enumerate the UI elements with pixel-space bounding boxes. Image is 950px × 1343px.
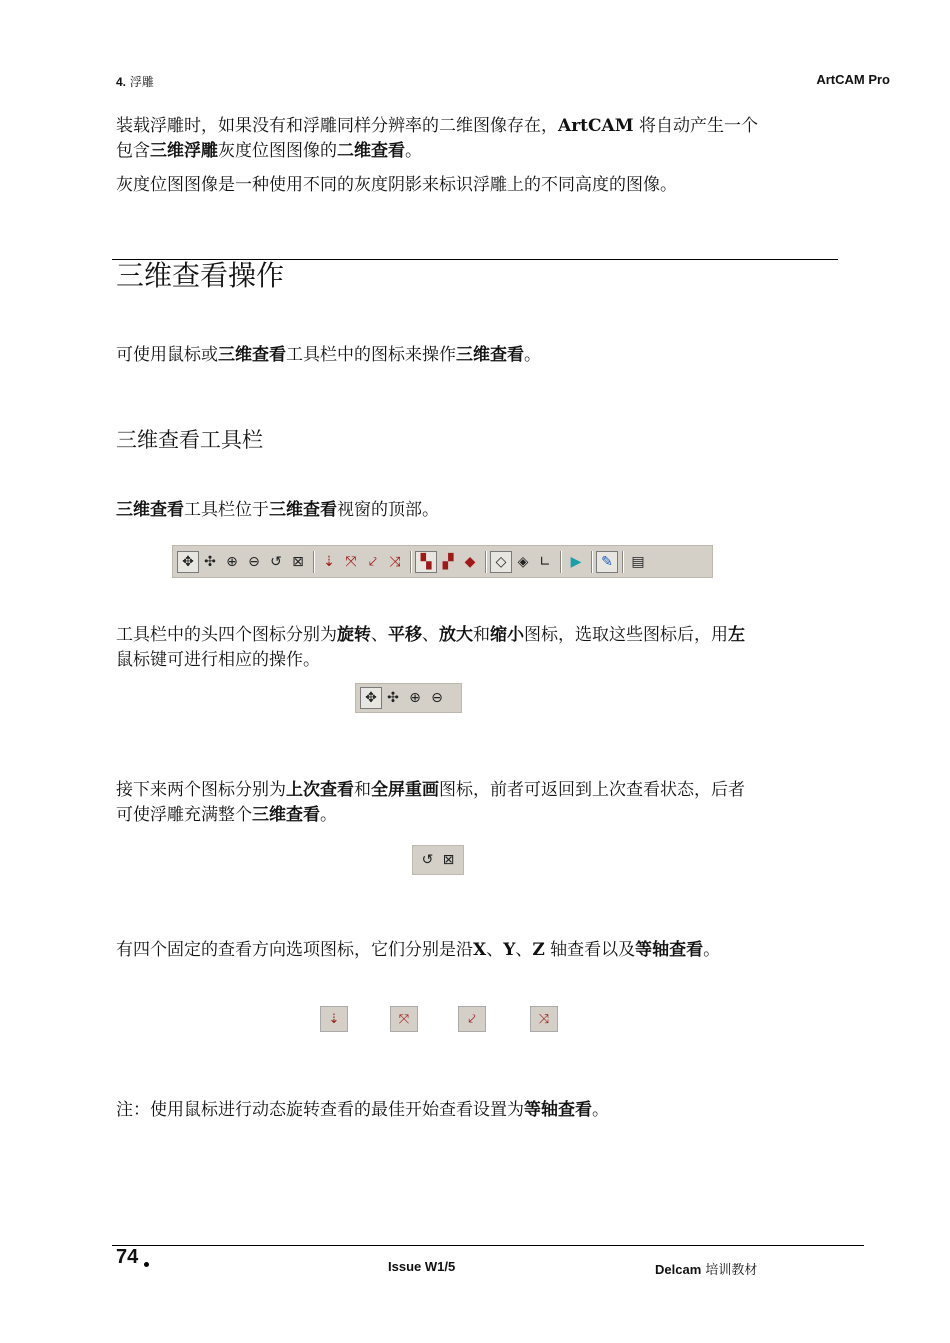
section-paragraph <box>116 343 836 368</box>
axis-y-label: Y <box>503 940 516 960</box>
text: 。 <box>703 940 721 960</box>
text: 、 <box>515 940 533 960</box>
rotate-icon[interactable]: ✥ <box>360 687 382 709</box>
settings-icon[interactable]: ▤ <box>631 553 645 570</box>
term: 全屏重画 <box>371 780 439 800</box>
term: 等轴查看 <box>524 1100 592 1120</box>
toolbar-separator <box>560 551 561 573</box>
shade-icon-2[interactable]: ▞ <box>442 553 454 570</box>
view-redraw-toolbar <box>412 845 464 875</box>
bullet-dot <box>144 1262 149 1267</box>
axis-icon[interactable]: ∟ <box>539 553 551 570</box>
isometric-view-icon[interactable]: ⤨ <box>530 1006 558 1032</box>
full-screen-icon[interactable]: ⊠ <box>442 852 455 868</box>
term: 三维查看 <box>218 345 286 365</box>
term: 旋转 <box>337 625 371 645</box>
text: 和 <box>354 780 371 800</box>
axis-x-label: X <box>473 940 487 960</box>
text: 可使浮雕充满整个 <box>116 805 252 825</box>
text: 和 <box>473 625 490 645</box>
intro-paragraph-1 <box>116 114 836 164</box>
text: 轴查看以及 <box>544 940 636 960</box>
footer-brand <box>655 1259 757 1278</box>
chapter-number: 4. <box>116 75 127 89</box>
rotate-pan-zoom-toolbar <box>355 683 462 713</box>
text: 鼠标键可进行相应的操作。 <box>116 650 320 670</box>
zoom-out-icon[interactable]: ⊖ <box>431 690 443 706</box>
view-paragraph <box>116 778 836 828</box>
term: 上次查看 <box>286 780 354 800</box>
full-screen-icon[interactable]: ⊠ <box>292 553 304 570</box>
text: 。 <box>592 1100 609 1120</box>
previous-view-icon[interactable]: ↺ <box>270 553 282 570</box>
pan-icon[interactable]: ✣ <box>387 690 399 706</box>
text: 灰度位图图像的 <box>218 141 337 161</box>
issue-label: Issue W1/5 <box>388 1259 456 1274</box>
view-y-icon[interactable]: ⤧ <box>345 553 357 570</box>
text: 包含 <box>116 141 150 161</box>
view-x-icon[interactable]: ⇣ <box>320 1006 348 1032</box>
footer-rule <box>112 1245 864 1246</box>
text: 装载浮雕时，如果没有和浮雕同样分辨率的二维图像存在， <box>116 116 558 136</box>
text: 有四个固定的查看方向选项图标，它们分别是沿 <box>116 940 473 960</box>
isometric-view-icon[interactable]: ⤨ <box>389 553 401 570</box>
term: 三维查看 <box>252 805 320 825</box>
term: 三维查看 <box>456 345 524 365</box>
term: 放大 <box>439 625 473 645</box>
paint-icon[interactable]: ✎ <box>596 551 618 573</box>
light-icon[interactable]: ▶ <box>570 553 582 570</box>
text: 图标，选取这些图标后，用 <box>524 625 728 645</box>
section-title: 三维查看操作 <box>116 259 285 292</box>
note-paragraph <box>116 1098 836 1123</box>
view-x-icon[interactable]: ⇣ <box>323 553 335 570</box>
view-y-icon[interactable]: ⤧ <box>390 1006 418 1032</box>
text: 图标，前者可返回到上次查看状态，后者 <box>439 780 745 800</box>
pan-icon[interactable]: ✣ <box>204 553 216 570</box>
toolbar-separator <box>622 551 623 573</box>
text: 、 <box>422 625 439 645</box>
text: 将自动产生一个 <box>633 116 758 136</box>
axes-paragraph <box>116 938 836 963</box>
shade-icon-1[interactable]: ▚ <box>415 551 437 573</box>
text: 视窗的顶部。 <box>337 500 439 520</box>
term: 三维查看 <box>116 500 184 520</box>
brand-name: Delcam <box>655 1262 702 1277</box>
previous-view-icon[interactable]: ↺ <box>421 852 434 868</box>
toolbar-separator <box>591 551 592 573</box>
page-number: 74 <box>116 1246 139 1268</box>
toolbar-separator <box>410 551 411 573</box>
rotate-paragraph <box>116 623 836 673</box>
subsection-title: 三维查看工具栏 <box>116 428 263 452</box>
text: 、 <box>486 940 504 960</box>
term: 左 <box>728 625 745 645</box>
text: 。 <box>524 345 541 365</box>
toolbar-separator <box>485 551 486 573</box>
intro-paragraph-2: 灰度位图图像是一种使用不同的灰度阴影来标识浮雕上的不同高度的图像。 <box>116 175 677 195</box>
mesh-icon[interactable]: ◈ <box>517 553 529 570</box>
view-z-icon[interactable]: ⤦ <box>458 1006 486 1032</box>
zoom-in-icon[interactable]: ⊕ <box>409 690 421 706</box>
toolbar-separator <box>313 551 314 573</box>
shade-icon-3[interactable]: ◆ <box>464 553 476 570</box>
term: 三维查看 <box>269 500 337 520</box>
text: 、 <box>371 625 388 645</box>
zoom-in-icon[interactable]: ⊕ <box>226 553 238 570</box>
chapter-name: 浮雕 <box>129 75 154 89</box>
term: 等轴查看 <box>635 940 704 960</box>
rotate-icon[interactable]: ✥ <box>177 551 199 573</box>
text: 注：使用鼠标进行动态旋转查看的最佳开始查看设置为 <box>116 1100 524 1120</box>
wireframe-icon[interactable]: ◇ <box>490 551 512 573</box>
text: 接下来两个图标分别为 <box>116 780 286 800</box>
footer-label: 培训教材 <box>701 1263 758 1278</box>
text: 工具栏位于 <box>184 500 269 520</box>
term: 平移 <box>388 625 422 645</box>
term: 三维浮雕 <box>150 141 218 161</box>
product-name: ArtCAM Pro <box>816 72 890 87</box>
axis-z-label: Z <box>532 940 545 960</box>
subsection-paragraph <box>116 498 836 523</box>
brand-name: ArtCAM <box>558 116 634 136</box>
text: 工具栏中的头四个图标分别为 <box>116 625 337 645</box>
3d-view-toolbar <box>172 545 713 578</box>
text: 。 <box>405 141 422 161</box>
term: 缩小 <box>490 625 524 645</box>
text: 可使用鼠标或 <box>116 345 218 365</box>
term: 二维查看 <box>337 141 405 161</box>
zoom-out-icon[interactable]: ⊖ <box>248 553 260 570</box>
text: 工具栏中的图标来操作 <box>286 345 456 365</box>
chapter-header <box>116 73 154 90</box>
view-z-icon[interactable]: ⤦ <box>369 553 377 570</box>
text: 。 <box>320 805 337 825</box>
